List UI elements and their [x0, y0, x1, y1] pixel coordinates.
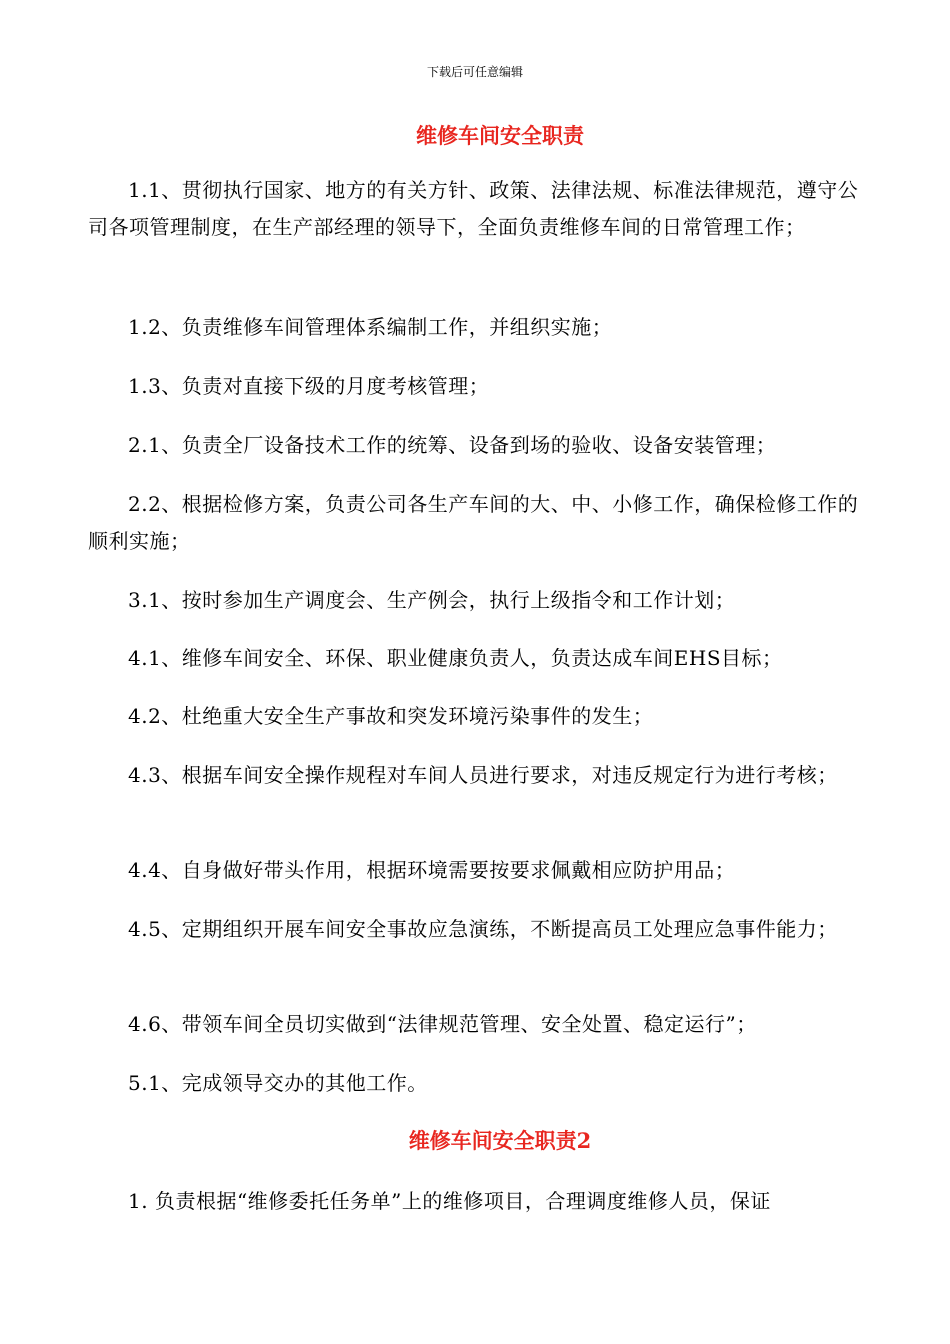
section-title-1: 维修车间安全职责: [416, 123, 584, 148]
paragraph-3-1: 3.1、按时参加生产调度会、生产例会，执行上级指令和工作计划；: [128, 588, 736, 612]
paragraph-section2-1: 1. 负责根据“维修委托任务单”上的维修项目，合理调度维修人员，保证: [128, 1189, 771, 1213]
paragraph-2-2: 2.2、根据检修方案，负责公司各生产车间的大、中、小修工作，确保检修工作的顺利实施；: [88, 492, 859, 553]
paragraph-4-6: 4.6、带领车间全员切实做到“法律规范管理、安全处置、稳定运行”；: [128, 1012, 757, 1036]
paragraph-1-3: 1.3、负责对直接下级的月度考核管理；: [128, 374, 490, 398]
paragraph-4-2: 4.2、杜绝重大安全生产事故和突发环境污染事件的发生；: [128, 704, 654, 728]
paragraph-4-4: 4.4、自身做好带头作用，根据环境需要按要求佩戴相应防护用品；: [128, 858, 736, 882]
paragraph-4-5: 4.5、定期组织开展车间安全事故应急演练，不断提高员工处理应急事件能力；: [128, 917, 838, 941]
section-title-2: 维修车间安全职责2: [408, 1128, 592, 1153]
paragraph-5-1: 5.1、完成领导交办的其他工作。: [128, 1071, 428, 1095]
paragraph-1-2: 1.2、负责维修车间管理体系编制工作，并组织实施；: [128, 315, 613, 339]
header-note: 下载后可任意编辑: [426, 65, 523, 79]
paragraph-2-1: 2.1、负责全厂设备技术工作的统筹、设备到场的验收、设备安装管理；: [128, 433, 777, 457]
paragraph-4-1: 4.1、维修车间安全、环保、职业健康负责人，负责达成车间EHS目标；: [128, 646, 783, 670]
paragraph-1-1: 1.1、贯彻执行国家、地方的有关方针、政策、法律法规、标准法律规范，遵守公司各项管理制度，在生产部经理的领导下，全面负责维修车间的日常管理工作；: [88, 178, 859, 239]
paragraph-4-3: 4.3、根据车间安全操作规程对车间人员进行要求，对违反规定行为进行考核；: [128, 763, 838, 787]
